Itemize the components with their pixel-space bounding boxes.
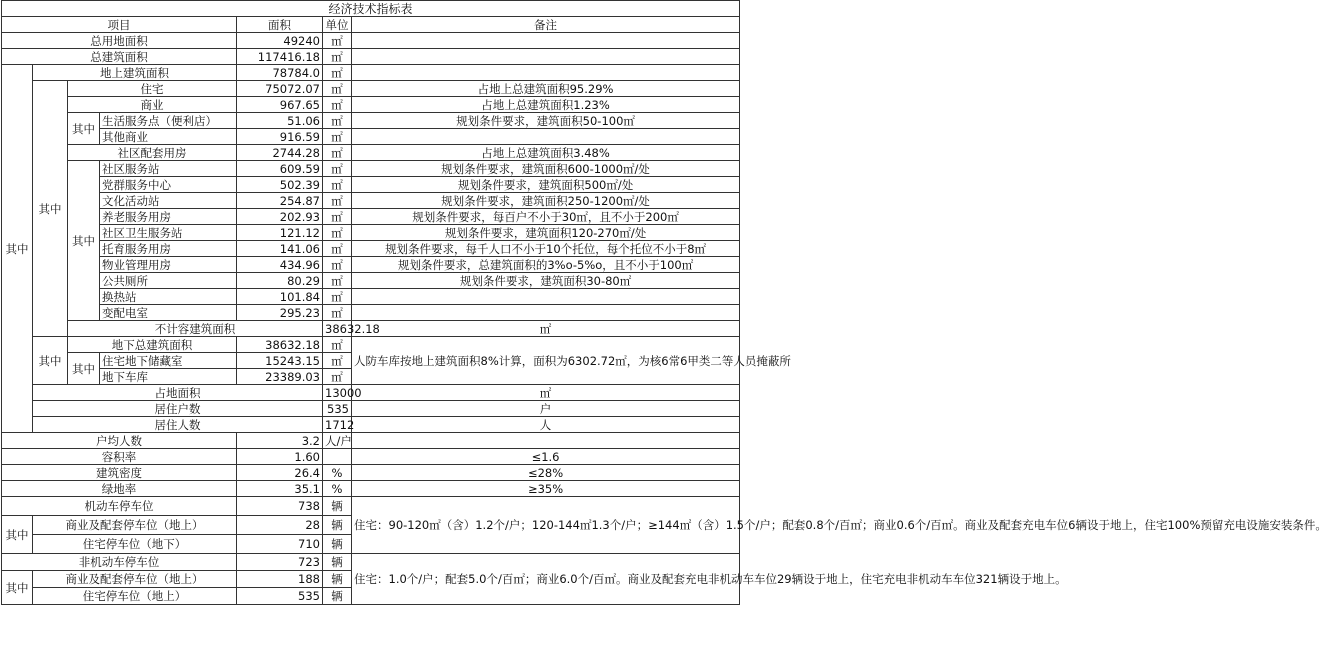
row-remark: 规划条件要求，建筑面积120-270㎡/处: [352, 225, 740, 241]
row-unit: 辆: [323, 554, 352, 571]
row-unit: 辆: [323, 516, 352, 535]
row-remark: ≤28%: [352, 465, 740, 481]
row-unit: 辆: [323, 588, 352, 605]
row-label: 绿地率: [2, 481, 237, 497]
row-label: 机动车停车位: [2, 497, 237, 516]
table-row: [2, 241, 740, 257]
row-unit: ㎡: [323, 177, 352, 193]
header-row: [2, 17, 740, 33]
row-label: 非机动车停车位: [2, 554, 237, 571]
row-label: 社区服务站: [100, 161, 237, 177]
table-row: [2, 465, 740, 481]
row-remark: 规划条件要求，建筑面积250-1200㎡/处: [352, 193, 740, 209]
row-remark: [352, 49, 740, 65]
qizhong-total-label: 其中: [2, 65, 33, 433]
row-label: 文化活动站: [100, 193, 237, 209]
row-unit: %: [323, 465, 352, 481]
row-value: 2744.28: [237, 145, 323, 161]
qizhong-motor-label: 其中: [2, 516, 33, 554]
row-unit: 人: [352, 417, 740, 433]
row-value: 23389.03: [237, 369, 323, 385]
table-title: 经济技术指标表: [2, 1, 740, 17]
row-remark: [352, 433, 740, 449]
table-row: [2, 497, 740, 516]
row-label: 占地面积: [33, 385, 323, 401]
row-label: 换热站: [100, 289, 237, 305]
row-label: 地上建筑面积: [33, 65, 237, 81]
row-value: 75072.07: [237, 81, 323, 97]
row-value: 502.39: [237, 177, 323, 193]
table-row: [2, 417, 740, 433]
row-value: 535: [237, 588, 323, 605]
motor-parking-remark: 住宅：90-120㎡（含）1.2个/户；120-144㎡1.3个/户；≥144㎡（含）1.5个/户；配套0.8个/百㎡；商业0.6个/百㎡。商业及配套充电车位6辆设于地上，住宅100%预留充电设施安装条件。: [352, 497, 740, 554]
row-unit: ㎡: [323, 97, 352, 113]
row-unit: ㎡: [323, 353, 352, 369]
row-value: 1.60: [237, 449, 323, 465]
row-unit: ㎡: [323, 225, 352, 241]
row-label: 其他商业: [100, 129, 237, 145]
row-value: 916.59: [237, 129, 323, 145]
table-row: [2, 481, 740, 497]
table-row: [2, 225, 740, 241]
row-remark: 规划条件要求，每千人口不小于10个托位，每个托位不小于8㎡: [352, 241, 740, 257]
qizhong-support-label: 其中: [68, 161, 100, 321]
table-row: [2, 273, 740, 289]
row-unit: ㎡: [323, 289, 352, 305]
row-remark: 规划条件要求，建筑面积50-100㎡: [352, 113, 740, 129]
row-unit: ㎡: [323, 369, 352, 385]
row-remark: [352, 65, 740, 81]
row-unit: ㎡: [323, 113, 352, 129]
row-label: 居住人数: [33, 417, 323, 433]
row-value: 15243.15: [237, 353, 323, 369]
table-row: [2, 49, 740, 65]
row-unit: 辆: [323, 497, 352, 516]
header-area: 面积: [237, 17, 323, 33]
qizhong-commercial-label: 其中: [68, 113, 100, 145]
row-value: 141.06: [237, 241, 323, 257]
underground-remark: 人防车库按地上建筑面积8%计算，面积为6302.72㎡，为核6常6甲类二等人员掩蔽所: [352, 337, 740, 385]
row-remark: 规划条件要求，每百户不小于30㎡，且不小于200㎡: [352, 209, 740, 225]
row-unit: 人/户: [323, 433, 352, 449]
table-row: [2, 177, 740, 193]
table-row: [2, 385, 740, 401]
table-row: [2, 401, 740, 417]
row-value: 26.4: [237, 465, 323, 481]
table-row: [2, 289, 740, 305]
table-row: [2, 337, 740, 353]
table-row: [2, 129, 740, 145]
row-label: 不计容建筑面积: [68, 321, 323, 337]
row-label: 总建筑面积: [2, 49, 237, 65]
row-label: 生活服务点（便利店）: [100, 113, 237, 129]
qizhong-notcounted-label: 其中: [33, 337, 68, 385]
row-unit: ㎡: [323, 81, 352, 97]
row-unit: ㎡: [323, 209, 352, 225]
row-value: 710: [237, 535, 323, 554]
row-value: 967.65: [237, 97, 323, 113]
row-label: 党群服务中心: [100, 177, 237, 193]
row-label: 住宅停车位（地上）: [33, 588, 237, 605]
row-value: 609.59: [237, 161, 323, 177]
economic-indicator-table: [1, 0, 1327, 605]
row-unit: ㎡: [323, 257, 352, 273]
row-remark: [352, 33, 740, 49]
row-label: 商业及配套停车位（地上）: [33, 516, 237, 535]
row-value: 434.96: [237, 257, 323, 273]
row-value: 202.93: [237, 209, 323, 225]
row-label: 社区配套用房: [68, 145, 237, 161]
row-value: 254.87: [237, 193, 323, 209]
row-value: 80.29: [237, 273, 323, 289]
row-value: 188: [237, 571, 323, 588]
qizhong-nonmotor-label: 其中: [2, 571, 33, 605]
row-value: 117416.18: [237, 49, 323, 65]
row-unit: ㎡: [352, 321, 740, 337]
row-unit: ㎡: [323, 273, 352, 289]
row-label: 商业: [68, 97, 237, 113]
table-row: [2, 433, 740, 449]
row-unit: ㎡: [323, 145, 352, 161]
row-remark: [352, 305, 740, 321]
row-label: 养老服务用房: [100, 209, 237, 225]
row-label: 变配电室: [100, 305, 237, 321]
row-label: 户均人数: [2, 433, 237, 449]
row-label: 社区卫生服务站: [100, 225, 237, 241]
row-remark: 占地上总建筑面积95.29%: [352, 81, 740, 97]
row-unit: ㎡: [323, 337, 352, 353]
row-value: 3.2: [237, 433, 323, 449]
row-label: 住宅: [68, 81, 237, 97]
table-row: [2, 113, 740, 129]
row-label: 商业及配套停车位（地上）: [33, 571, 237, 588]
row-remark: 占地上总建筑面积3.48%: [352, 145, 740, 161]
row-unit: ㎡: [323, 33, 352, 49]
row-value: 49240: [237, 33, 323, 49]
row-value: 738: [237, 497, 323, 516]
table-row: [2, 145, 740, 161]
table-row: [2, 209, 740, 225]
header-item: 项目: [2, 17, 237, 33]
row-value: 101.84: [237, 289, 323, 305]
row-unit: ㎡: [323, 241, 352, 257]
row-value: 1712: [323, 417, 352, 433]
row-unit: 辆: [323, 571, 352, 588]
title-row: [2, 1, 740, 17]
table-row: [2, 449, 740, 465]
row-unit: ㎡: [323, 65, 352, 81]
table-row: [2, 321, 740, 337]
row-label: 托育服务用房: [100, 241, 237, 257]
row-remark: 规划条件要求，建筑面积500㎡/处: [352, 177, 740, 193]
row-value: 121.12: [237, 225, 323, 241]
row-label: 住宅地下储藏室: [100, 353, 237, 369]
row-label: 地下总建筑面积: [68, 337, 237, 353]
row-remark: [352, 129, 740, 145]
header-unit: 单位: [323, 17, 352, 33]
row-unit: 户: [352, 401, 740, 417]
row-label: 建筑密度: [2, 465, 237, 481]
row-remark: ≤1.6: [352, 449, 740, 465]
row-unit: ㎡: [323, 129, 352, 145]
row-unit: ㎡: [323, 305, 352, 321]
nonmotor-parking-remark: 住宅：1.0个/户；配套5.0个/百㎡；商业6.0个/百㎡。商业及配套充电非机动车车位29辆设于地上，住宅充电非机动车车位321辆设于地上。: [352, 554, 740, 605]
table-row: [2, 193, 740, 209]
row-value: 723: [237, 554, 323, 571]
row-unit: ㎡: [352, 385, 740, 401]
table-row: [2, 97, 740, 113]
row-value: 28: [237, 516, 323, 535]
row-unit: ㎡: [323, 49, 352, 65]
row-value: 295.23: [237, 305, 323, 321]
row-value: 51.06: [237, 113, 323, 129]
qizhong-above-label: 其中: [33, 81, 68, 337]
row-label: 容积率: [2, 449, 237, 465]
row-value: 38632.18: [323, 321, 352, 337]
table-row: [2, 81, 740, 97]
row-label: 总用地面积: [2, 33, 237, 49]
row-value: 535: [323, 401, 352, 417]
table-row: [2, 305, 740, 321]
table-row: [2, 257, 740, 273]
table-row: [2, 554, 740, 571]
table-row: [2, 33, 740, 49]
row-label: 物业管理用房: [100, 257, 237, 273]
row-remark: 规划条件要求，总建筑面积的3%o-5%o，且不小于100㎡: [352, 257, 740, 273]
row-value: 35.1: [237, 481, 323, 497]
qizhong-underground-label: 其中: [68, 353, 100, 385]
table-row: [2, 161, 740, 177]
row-label: 公共厕所: [100, 273, 237, 289]
header-remark: 备注: [352, 17, 740, 33]
row-remark: 规划条件要求，建筑面积600-1000㎡/处: [352, 161, 740, 177]
row-value: 13000: [323, 385, 352, 401]
row-value: 38632.18: [237, 337, 323, 353]
row-remark: 规划条件要求，建筑面积30-80㎡: [352, 273, 740, 289]
row-remark: [352, 289, 740, 305]
row-label: 地下车库: [100, 369, 237, 385]
row-unit: ㎡: [323, 161, 352, 177]
row-remark: 占地上总建筑面积1.23%: [352, 97, 740, 113]
row-unit: [323, 449, 352, 465]
row-label: 住宅停车位（地下）: [33, 535, 237, 554]
row-remark: ≥35%: [352, 481, 740, 497]
row-unit: ㎡: [323, 193, 352, 209]
row-label: 居住户数: [33, 401, 323, 417]
row-unit: %: [323, 481, 352, 497]
row-unit: 辆: [323, 535, 352, 554]
table-row: [2, 65, 740, 81]
row-value: 78784.0: [237, 65, 323, 81]
